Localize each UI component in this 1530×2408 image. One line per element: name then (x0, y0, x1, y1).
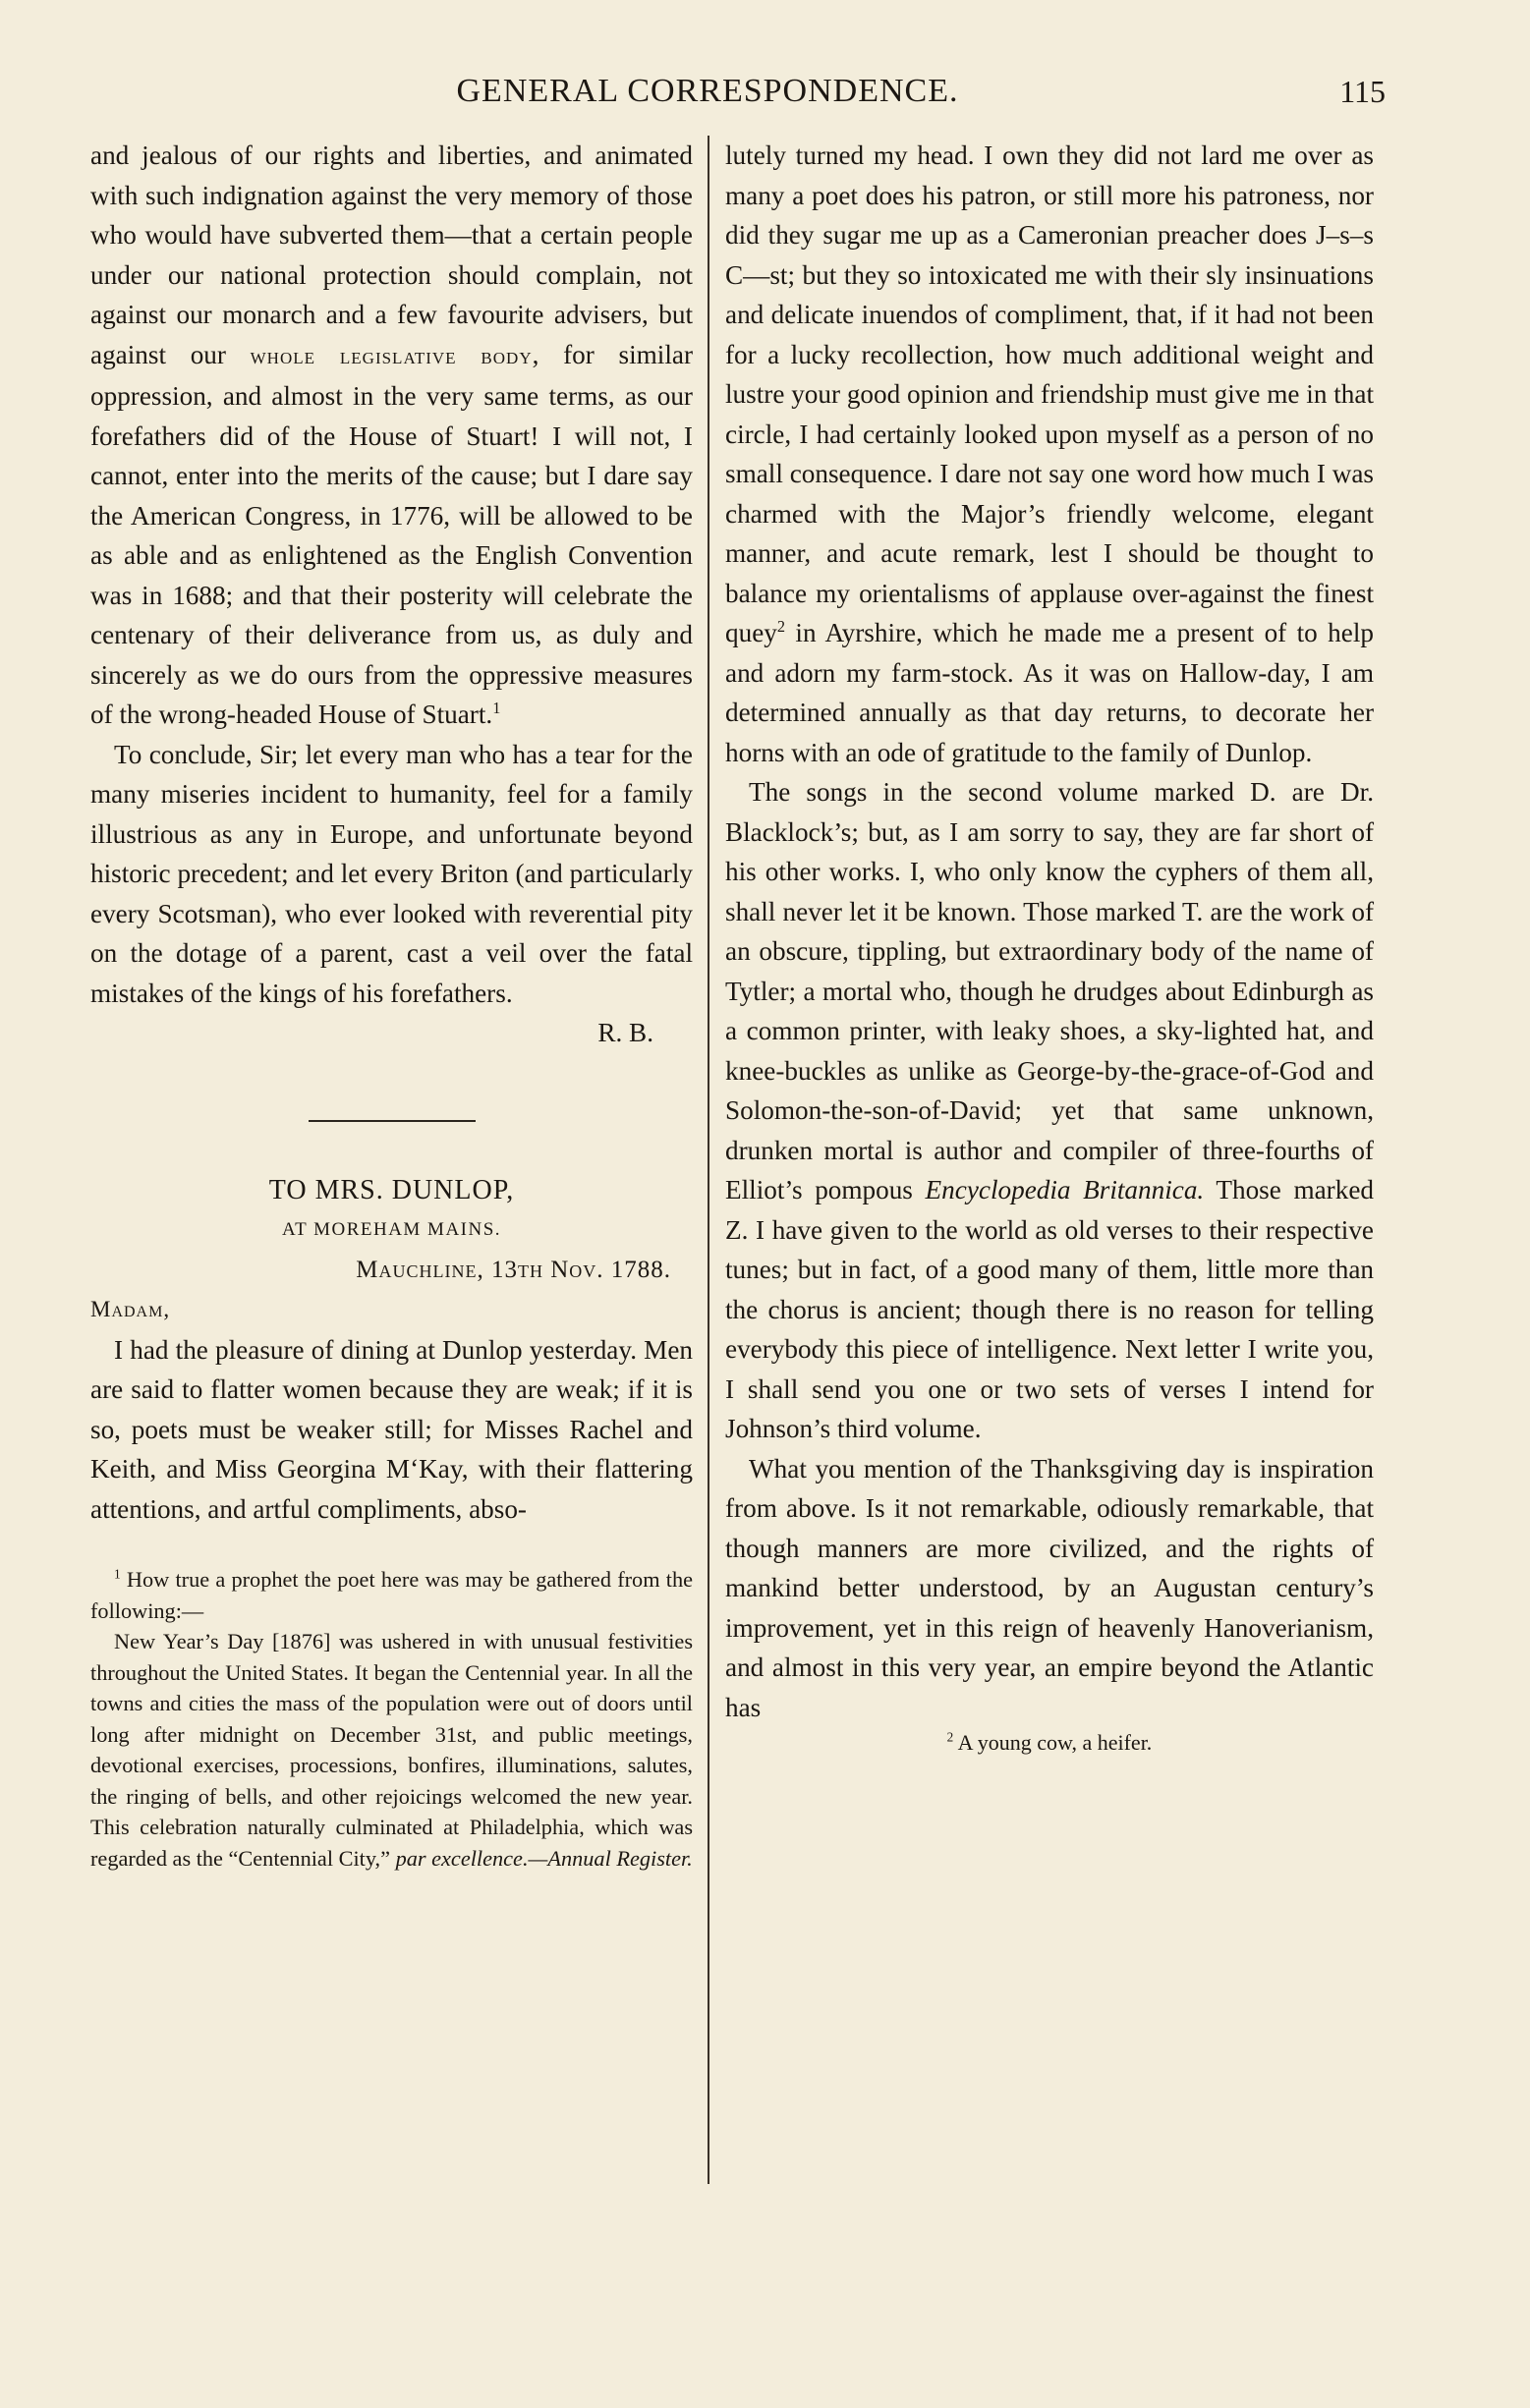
footnote-2-number: 2 (946, 1729, 954, 1745)
footnote-ref-1: 1 (492, 698, 501, 717)
running-title: GENERAL CORRESPONDENCE. (456, 73, 959, 109)
footnote-1 (90, 1564, 693, 1874)
right-paragraph-3: What you mention of the Thanksgiving day is inspiration from above. Is it not remarkable, odiously remarkable, that though manners are more civilized, and the rights of mankind better understood, by an Augustan century’s improvement, yet in this reign of heavenly Hanoverianism, and almost in this very year, an empire beyond the Atlantic has (725, 1453, 1374, 1722)
column-divider-rule (708, 136, 709, 2184)
dateline: Mauchline, 13th Nov. 1788. (356, 1256, 671, 1283)
footnote-2-text: A young cow, a heifer. (957, 1730, 1153, 1755)
italic-title: Encyclopedia Britannica. (925, 1175, 1205, 1204)
small-caps-phrase: whole legislative body (250, 343, 533, 369)
left-paragraph-1: and jealous of our rights and liberties, and animated with such indignation against the very memory of those who would have subverted them—that a certain people under our national protection should complain, not against our monarch and a few favourite advisers, but against our whole legislative body, for similar oppression, and almost in the very same terms, as our forefathers did of the House of Stuart! I will not, I cannot, enter into the merits of the cause; but I dare say the American Congress, in 1776, will be allowed to be as able and as enlightened as the English Convention was in 1688; and that their posterity will celebrate the centenary of their deliverance from us, as duly and sincerely as we do ours from the oppressive measures of the wrong-headed House of Stuart.$^1$ (90, 140, 693, 729)
left-column (90, 136, 693, 1874)
left-paragraph-3: I had the pleasure of dining at Dunlop yesterday. Men are said to flatter women because they are weak; if it is so, poets must be weaker still; for Misses Rachel and Keith, and Miss Georgina M‘Kay, with their flattering attentions, and artful compliments, abso- (90, 1334, 693, 1524)
footnote-ref-2: 2 (776, 616, 786, 636)
right-paragraph-2: The songs in the second volume marked D. are Dr. Blacklock’s; but, as I am sorry to say, they are far short of his other works. I, who only know the cyphers of them all, shall never let it be known. Those marked T. are the work of an obscure, tippling, but extraordinary body of the name of Tytler; a mortal who, though he drudges about Edinburgh as a common printer, with leaky shoes, a sky-lighted hat, and knee-buckles as unlike as George-by-the-grace-of-God and Solomon-the-son-of-David; yet that same unknown, drunken mortal is author and compiler of three-fourths of Elliot’s pompous Encyclopedia Britannica. Those marked Z. I have given to the world as old verses to their respective tunes; but in fact, of a good many of them, little more than the chorus is ancient; though there is no reason for telling everybody this piece of intelligence. Next letter I write you, I shall send you one or two sets of verses I intend for Johnson’s third volume. (725, 777, 1374, 1443)
footnote-2 (725, 1727, 1374, 1759)
letter-title: TO MRS. DUNLOP, (268, 1174, 515, 1205)
left-paragraph-2: To conclude, Sir; let every man who has a tear for the many miseries incident to humanity, feel for a family illustrious as any in Europe, and unfortunate beyond historic precedent; and let every Briton (and particularly every Scotsman), who ever looked with reverential pity on the dotage of a parent, cast a veil over the fatal mistakes of the kings of his forefathers. (90, 739, 693, 1008)
letter-subtitle: AT MOREHAM MAINS. (281, 1219, 502, 1240)
footnote-1-quote: New Year’s Day [1876] was ushered in with unusual festivities throughout the United States. It began the Centennial year. In all the towns and cities the mass of the population were out of doors until long after midnight on December 31st, and public meetings, devotional exercises, processions, bonfires, illuminations, salutes, the ringing of bells, and other rejoicings welcomed the new year. This celebration naturally culminated at Philadelphia, which was regarded as the “Centennial City,” (90, 1629, 693, 1871)
right-column (725, 136, 1374, 1759)
signature: R. B. (597, 1018, 653, 1047)
page-number: 115 (1339, 74, 1386, 109)
section-divider (309, 1120, 476, 1122)
right-paragraph-1: lutely turned my head. I own they did not lard me over as many a poet does his patron, or still more his patroness, nor did they sugar me up as a Cameronian preacher does J–s–s C—st; but they so intoxicated me with their sly insinuations and delicate inuendos of compliment, that, if it had not been for a lucky recollection, how much additional weight and lustre your good opinion and friendship must give me in that circle, I had certainly looked upon myself as a person of no small consequence. I dare not say one word how much I was charmed with the Major’s friendly welcome, elegant manner, and acute remark, lest I should be thought to balance my orientalisms of applause over-against the finest quey$^2$ in Ayrshire, which he made me a present of to help and adorn my farm-stock. As it was on Hallow-day, I am determined annually as that day returns, to decorate her horns with an ode of gratitude to the family of Dunlop. (725, 140, 1374, 767)
footnote-1-intro: How true a prophet the poet here was may be gathered from the following:— (90, 1567, 693, 1623)
salutation: Madam, (90, 1297, 171, 1321)
footnote-1-number: 1 (114, 1566, 121, 1582)
page-header (0, 67, 1530, 116)
footnote-1-citation: par excellence.—Annual Register. (395, 1845, 693, 1871)
